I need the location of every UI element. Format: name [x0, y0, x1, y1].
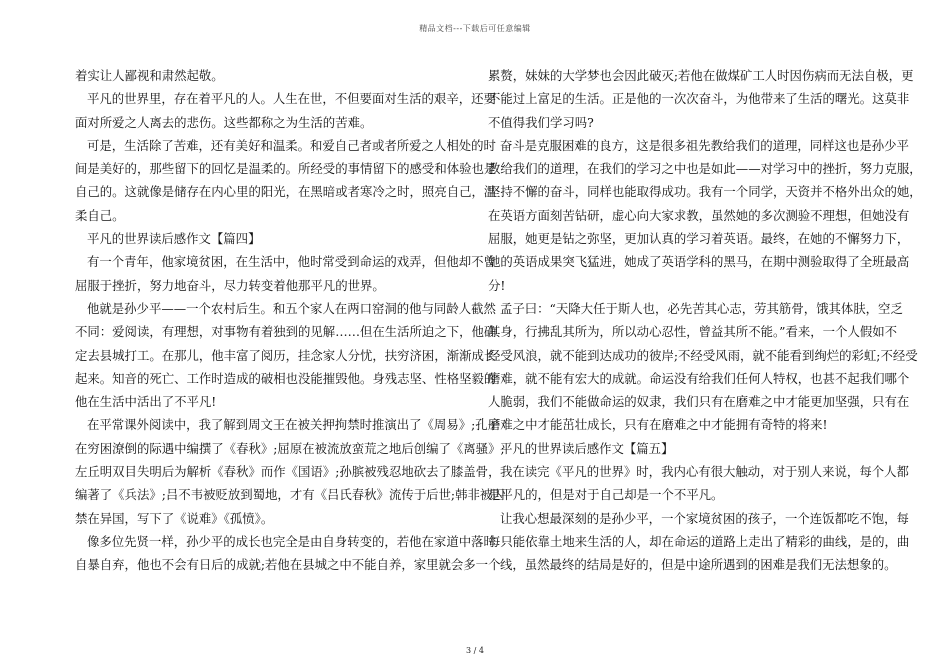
text-line: 我在读完《平凡的世界》时，我内心有很大触动，对于别人来说，每个人都	[500, 464, 909, 480]
text-line: 他就是孙少平——一个农村后生。和五个家人在两口窑洞的他与同龄人截然	[87, 300, 496, 316]
text-line: 不值得我们学习吗?	[488, 114, 594, 130]
text-line: 其身，行拂乱其所为，所以动心忍性，曾益其所不能。”看来，一个人假如不	[488, 324, 898, 340]
text-line: 有一个青年，他家境贫困，在生活中，他时常受到命运的戏弄，但他却不曾	[87, 254, 496, 270]
text-line: 左丘明双目失明后为解析《春秋》而作《国语》;孙膑被残忍地砍去了膝盖骨，	[75, 464, 501, 480]
text-line: 是平凡的，但是对于自己却是一个不平凡。	[488, 487, 724, 503]
right-column	[488, 64, 922, 577]
text-line: 不能过上富足的生活。正是他的一次次奋斗，为他带来了生活的曙光。这莫非	[488, 91, 910, 107]
text-line: 像多位先贤一样，孙少平的成长也完全是由自身转变的，若他在家道中落时	[87, 533, 496, 549]
text-line: 人脆弱，我们不能做命运的奴隶，我们只有在磨难之中才能更加坚强，只有在	[488, 394, 910, 410]
text-line: 让我心想最深刻的是孙少平，一个家境贫困的孩子，一个连饭都吃不饱，每	[500, 510, 909, 526]
text-line: 在平常课外阅读中，我了解到周文王在被关押拘禁时推演出了《周易》;孔子	[87, 417, 501, 433]
text-line: 在英语方面刻苦钻研，虚心向大家求教，虽然她的多次测验不理想，但她没有	[488, 207, 910, 223]
text-line: 磨难之中才能茁壮成长，只有在磨难之中才能拥有奇特的将来!	[488, 417, 828, 433]
text-line: 自暴自弃，他也不会有日后的成就;若他在县城之中不能自养，家里就会多一个	[75, 557, 501, 573]
text-line: 定去县城打工。在那儿，他丰富了阅历，挂念家人分忧，扶穷济困，渐渐成长	[75, 347, 497, 363]
text-line: 分!	[488, 277, 506, 293]
text-line: 线，虽然最终的结局是好的，但是中途所遇到的困难是我们无法想象的。	[500, 557, 897, 573]
text-line: 柔自己。	[75, 207, 125, 223]
text-line: 在穷困潦倒的际遇中编撰了《春秋》;屈原在被流放蛮荒之地后创编了《离骚》;	[75, 440, 505, 456]
text-line: 每只能依靠土地来生活的人，却在命运的道路上走出了精彩的曲线，是的，曲	[488, 533, 910, 549]
text-line: 教给我们的道理，在我们的学习之中也是如此——对学习中的挫折，努力克服，	[488, 161, 922, 177]
text-line: 经受风浪，就不能到达成功的彼岸;不经受风雨，就不能看到绚烂的彩虹;不经受	[488, 347, 918, 363]
left-column	[75, 64, 505, 577]
text-line: 她的英语成果突飞猛进，她成了英语学科的黑马，在期中测验取得了全班最高	[488, 254, 910, 270]
text-line: 间是美好的，那些留下的回忆是温柔的。所经受的事情留下的感受和体验也是	[75, 161, 497, 177]
text-line: 着实让人鄙视和肃然起敬。	[75, 68, 224, 83]
text-line: 不同：爱阅读，有理想，对事物有着独到的见解……但在生活所迫之下，他确	[75, 324, 497, 340]
text-line: 屈服于挫折，努力地奋斗，尽力转变着他那平凡的世界。	[75, 277, 385, 293]
text-line: 面对所爱之人离去的悲伤。这些都称之为生活的苦难。	[75, 114, 373, 130]
text-line: 他在生活中活出了不平凡!	[75, 394, 217, 410]
text-line: 起来。知音的死亡、工作时造成的破相也没能摧毁他。身残志坚、性格坚毅的	[75, 370, 497, 386]
text-line: 屈服，她更是钻之弥坚，更加认真的学习着英语。最终，在她的不懈努力下，	[488, 231, 910, 247]
text-line: 编著了《兵法》;吕不韦被贬放到蜀地，才有《吕氏春秋》流传于后世;韩非被囚	[75, 487, 505, 503]
text-line: 累赘，妹妹的大学梦也会因此破灭;若他在做煤矿工人时因伤病而无法自极，更	[488, 68, 914, 83]
text-line: 孟子曰：“天降大任于斯人也，必先苦其心志，劳其筋骨，饿其体肤，空乏	[500, 300, 903, 316]
text-line: 奋斗是克服困难的良方，这是很多祖先教给我们的道理，同样这也是孙少平	[500, 137, 909, 153]
text-line: 坚持不懈的奋斗，同样也能取得成功。我有一个同学，天资并不格外出众的她，	[488, 184, 922, 200]
page-number: 3 / 4	[466, 646, 484, 655]
page-header: 精品文档---下载后可任意编辑	[419, 24, 531, 33]
text-line: 自己的。这就像是储存在内心里的阳光，在黑暗或者寒冷之时，照亮自己，温	[75, 184, 497, 200]
text-line: 平凡的世界读后感作文【篇五】	[500, 440, 674, 456]
text-line: 禁在异国，写下了《说难》《孤愤》。	[75, 510, 274, 526]
text-line: 磨难，就不能有宏大的成就。命运没有给我们任何人特权，也甚不起我们哪个	[488, 370, 910, 386]
text-line: 平凡的世界里，存在着平凡的人。人生在世，不但要面对生活的艰辛，还要	[87, 91, 496, 107]
text-line: 可是，生活除了苦难，还有美好和温柔。和爱自己者或者所爱之人相处的时	[87, 137, 496, 153]
text-line: 平凡的世界读后感作文【篇四】	[87, 231, 261, 247]
